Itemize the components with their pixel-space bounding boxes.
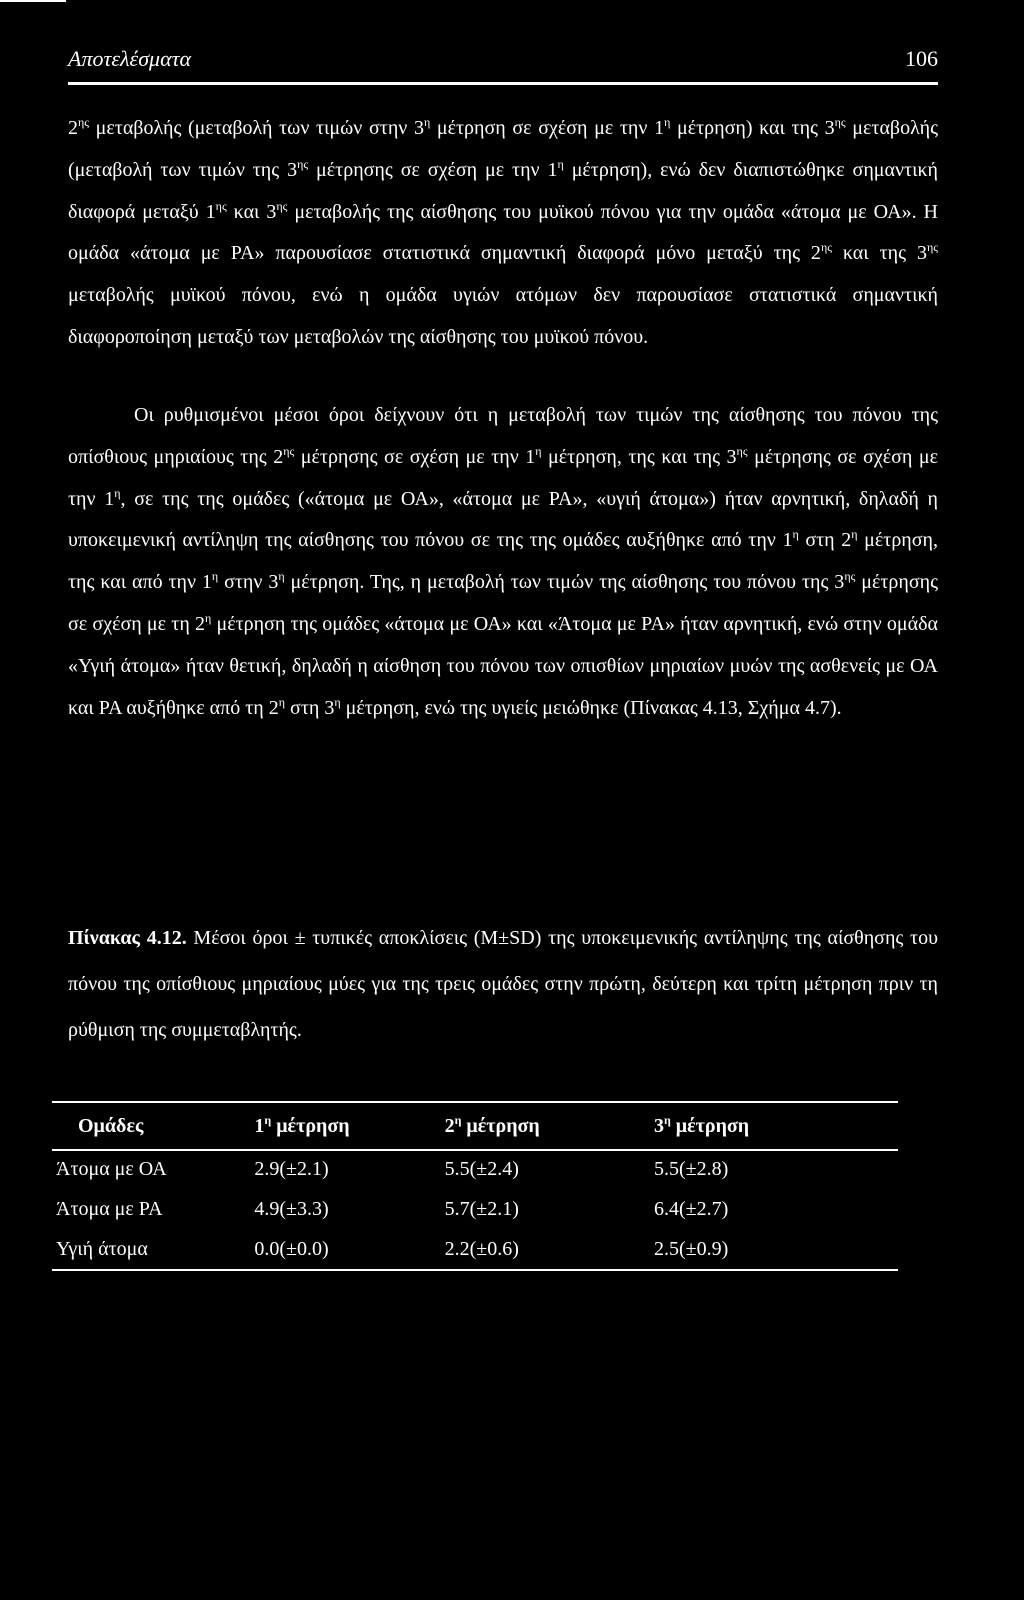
ordinal-superscript: η (278, 569, 285, 584)
ordinal-superscript: η (334, 694, 341, 709)
ordinal-superscript: ης (736, 443, 748, 458)
paragraph-text: μέτρησης σε σχέση με τη 2 (68, 571, 939, 635)
paragraph-text: μέτρηση. Της, η μεταβολή των τιμών της αίσθησης του πόνου της 3 (284, 571, 845, 594)
paragraph-text: μέτρηση, ενώ της υγιείς μειώθηκε (Πίνακας 4.13, Σχήμα 4.7). (340, 696, 842, 719)
paragraph-text: στη 3 (285, 696, 335, 719)
results-table (56, 1103, 896, 1269)
top-edge-rule (0, 0, 66, 2)
table-caption-label: Πίνακας 4.12. (68, 927, 187, 949)
paragraph-text: μεταβολής της αίσθησης του μυϊκού πόνου για την ομάδα «άτομα με ΟΑ». Η ομάδα «άτομα με ΡΑ» παρουσίασε στατιστικά σημαντική διαφορά μόνο μεταξύ της 2 (68, 200, 938, 265)
table-cell: 2.2(±0.6) (444, 1237, 519, 1260)
paragraph-2 (68, 395, 938, 729)
row-group: Υγιή άτομα (56, 1237, 148, 1260)
paragraph-text: 2 (68, 117, 78, 139)
ordinal-superscript: ης (78, 115, 90, 129)
table-cell: 5.5(±2.8) (653, 1157, 729, 1180)
table-cell: 4.9(±3.3) (254, 1197, 329, 1220)
table-bottom-rule (52, 1269, 898, 1271)
page-header (68, 42, 938, 76)
ordinal-superscript: η (664, 115, 671, 129)
ordinal-superscript: ης (926, 240, 938, 255)
paragraph-1 (68, 108, 938, 359)
ordinal-superscript: η (423, 115, 431, 129)
paragraph-text: στην 3 (218, 571, 279, 594)
paragraph-text: μεταβολής (μεταβολή των τιμών της 3 (68, 117, 938, 181)
table-cell: 5.5(±2.4) (444, 1157, 519, 1180)
ordinal-superscript: ης (276, 198, 288, 213)
table-row (56, 1229, 896, 1269)
page-number: 106 (905, 46, 938, 71)
table-cell: 0.0(±0.0) (254, 1237, 329, 1260)
paragraph-text: μέτρηση, της και από την 1 (68, 529, 939, 594)
paragraph-text: μεταβολής μυϊκού πόνου, ενώ η ομάδα υγιών ατόμων δεν παρουσίασε στατιστικά σημαντική διαφοροποίηση μεταξύ των μεταβολών της αίσθησης του μυϊκού πόνου. (68, 284, 938, 348)
paragraph-text: μέτρηση της ομάδες «άτομα με ΟΑ» και «Άτομα με ΡΑ» ήταν αρνητική, ενώ στην ομάδα «Υγιή άτομα» ήταν θετική, δηλαδή η αίσθηση του πόνου των οπισθίων μηριαίων μυών της ασθενείς με ΟΑ και ΡΑ αυξήθηκε από τη 2 (68, 612, 938, 719)
table-cell: 6.4(±2.7) (653, 1197, 729, 1220)
paragraph-text: και της 3 (831, 242, 927, 265)
ordinal-superscript: η (278, 694, 286, 709)
ordinal-superscript: ης (215, 198, 227, 213)
paragraph-text: μέτρηση, της και της 3 (541, 445, 737, 468)
row-group: Άτομα με ΟΑ (56, 1157, 167, 1180)
header-measurement-3: $3^\eta$ μέτρηση (653, 1112, 750, 1137)
paragraph-text: μεταβολής (μεταβολή των τιμών στην 3 (89, 117, 424, 139)
table-cell: 2.5(±0.9) (653, 1237, 729, 1260)
table-caption-text: Μέσοι όροι ± τυπικές αποκλίσεις (M±SD) της υποκειμενικής αντίληψης της αίσθησης του πόνου της οπίσθιους μηριαίους μύες για της τρεις ομάδες στην πρώτη, δεύτερη και τρίτη μέτρηση πριν τη ρύθμιση της συμμεταβλητής. (68, 927, 938, 1041)
paragraph-text: , σε της της ομάδες («άτομα με ΟΑ», «άτομα με ΡΑ», «υγιή άτομα») ήταν αρνητική, δηλαδή η υποκειμενική αντίληψη της αίσθησης του πόνου σε της της ομάδες αυξήθηκε από την 1 (68, 487, 938, 552)
paragraph-text: και 3 (226, 200, 277, 223)
section-title: Αποτελέσματα (68, 46, 192, 71)
table-row (56, 1189, 896, 1229)
table-cell: 5.7(±2.1) (444, 1197, 519, 1220)
table-row (56, 1149, 896, 1189)
ordinal-superscript: η (792, 527, 799, 542)
ordinal-superscript: η (211, 569, 219, 584)
header-measurement-1: $1^\eta$ μέτρηση (254, 1112, 350, 1137)
header-rule (68, 82, 938, 85)
ordinal-superscript: η (535, 443, 542, 458)
paragraph-text: Οι ρυθμισμένοι μέσοι όροι δείχνουν ότι η μεταβολή των τιμών της αίσθησης του πόνου της οπίσθιους μηριαίους της 2 (68, 404, 938, 468)
ordinal-superscript: ης (283, 443, 295, 458)
table-caption (68, 915, 938, 1053)
row-group: Άτομα με ΡΑ (56, 1197, 163, 1220)
paragraph-text: μέτρηση σε σχέση με την 1 (430, 117, 665, 139)
header-measurement-2: $2^\eta$ μέτρηση (444, 1112, 540, 1137)
ordinal-superscript: ης (820, 240, 832, 255)
paragraph-text: μέτρησης σε σχέση με την 1 (68, 445, 938, 510)
ordinal-superscript: ης (834, 115, 846, 129)
ordinal-superscript: η (851, 527, 858, 542)
paragraph-text: μέτρησης σε σχέση με την 1 (308, 158, 558, 181)
paragraph-text: μέτρησης σε σχέση με την 1 (294, 445, 536, 468)
header-groups: Ομάδες (78, 1114, 144, 1137)
paragraph-text: μέτρηση), ενώ δεν διαπιστώθηκε σημαντική διαφορά μεταξύ 1 (68, 158, 938, 223)
ordinal-superscript: η (205, 610, 212, 625)
paragraph-text: στη 2 (798, 529, 852, 552)
paragraph-text: μέτρηση) και της 3 (670, 117, 835, 139)
ordinal-superscript: η (557, 156, 564, 171)
ordinal-superscript: ης (297, 156, 309, 171)
ordinal-superscript: ης (844, 569, 856, 584)
table-cell: 2.9(±2.1) (254, 1157, 329, 1180)
ordinal-superscript: η (114, 485, 121, 500)
table-header-row (56, 1103, 896, 1149)
